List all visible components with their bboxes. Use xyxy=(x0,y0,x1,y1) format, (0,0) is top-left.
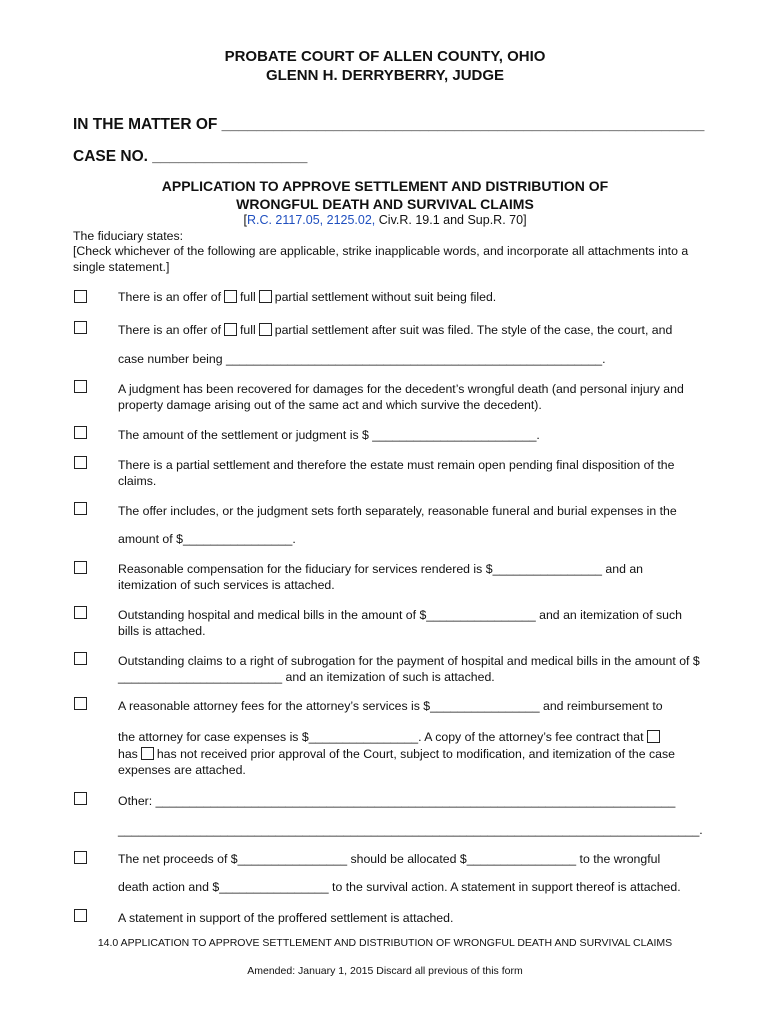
fee-contract-text xyxy=(118,746,703,778)
citation-rest: Civ.R. 19.1 and Sup.R. 70] xyxy=(375,213,527,227)
partial-label: partial settlement without suit being filed. xyxy=(274,290,497,304)
funeral-amount-field: amount of $________________. xyxy=(118,532,296,546)
judge-name: GLENN H. DERRYBERRY, JUDGE xyxy=(265,67,505,84)
case-number-field: case number being _______________________________________________________. xyxy=(118,352,606,366)
full-label: full xyxy=(240,290,256,304)
form-title-line1: APPLICATION TO APPROVE SETTLEMENT AND DISTRIBUTION OF xyxy=(161,178,609,194)
funeral-expenses-checkbox[interactable] xyxy=(74,502,87,515)
footer-form-title: 14.0 APPLICATION TO APPROVE SETTLEMENT AND DISTRIBUTION OF WRONGFUL DEATH AND SURVIVAL CLAIMS xyxy=(97,937,673,949)
court-name: PROBATE COURT OF ALLEN COUNTY, OHIO xyxy=(224,48,546,65)
has-not-label: has not received prior approval of the Court, subject to modification, and itemization of the case expenses are attached. xyxy=(118,747,675,777)
full-settlement-after-suit-checkbox[interactable] xyxy=(224,323,237,336)
judgment-checkbox[interactable] xyxy=(74,380,87,393)
fiduciary-compensation-text: Reasonable compensation for the fiduciary for services rendered is $________________ and an itemization of such services is attached. xyxy=(118,562,644,592)
offer-after-suit-checkbox[interactable] xyxy=(74,321,87,334)
footer-amended: Amended: January 1, 2015 Discard all previous of this form xyxy=(247,965,523,977)
offer-no-suit-checkbox[interactable] xyxy=(74,290,87,303)
full-settlement-checkbox[interactable] xyxy=(224,290,237,303)
citation-link-rc[interactable]: R.C. 2117.05 xyxy=(246,213,320,227)
attorney-expenses-text xyxy=(118,729,703,745)
offer-no-suit-label: There is an offer of xyxy=(118,290,221,304)
other-field-continued: _____________________________________________________________________________________. xyxy=(118,823,703,837)
net-proceeds-text: The net proceeds of $________________ should be allocated $________________ to the wrongful xyxy=(118,852,661,866)
subrogation-text: Outstanding claims to a right of subrogation for the payment of hospital and medical bills in the amount of $ ________________________ and an itemization of such is attached. xyxy=(118,654,700,684)
amount-text: The amount of the settlement or judgment is $ ________________________. xyxy=(118,428,540,442)
judgment-text: A judgment has been recovered for damages for the decedent’s wrongful death (and personal injury and property damage arising out of the same act and which survive the decedent). xyxy=(118,382,684,412)
funeral-expenses-text: The offer includes, or the judgment sets forth separately, reasonable funeral and burial expenses in the xyxy=(118,504,677,518)
net-proceeds-checkbox[interactable] xyxy=(74,851,87,864)
statement-support-text: A statement in support of the proffered settlement is attached. xyxy=(118,911,454,925)
intro-statement: The fiduciary states: xyxy=(73,229,184,243)
case-number-line: CASE NO. __________________ xyxy=(73,148,308,165)
survival-action-text: death action and $________________ to the survival action. A statement in support thereof is attached. xyxy=(118,880,681,894)
hospital-bills-text: Outstanding hospital and medical bills in the amount of $________________ and an itemization of such bills is attached. xyxy=(118,608,682,638)
offer-after-suit-text xyxy=(118,322,703,338)
citation-link-rc2[interactable]: 2125.02, xyxy=(326,213,376,227)
fee-contract-has-checkbox[interactable] xyxy=(647,730,660,743)
partial-after-suit-label: partial settlement after suit was filed. The style of the case, the court, and xyxy=(274,323,673,337)
matter-line: IN THE MATTER OF ________________________________________________________ xyxy=(73,116,705,133)
attorney-fees-text: A reasonable attorney fees for the attorney’s services is $________________ and reimbursement to xyxy=(118,699,663,713)
amount-checkbox[interactable] xyxy=(74,426,87,439)
partial-settlement-checkbox-main[interactable] xyxy=(74,456,87,469)
intro-instructions: [Check whichever of the following are applicable, strike inapplicable words, and incorporate all attachments into a single statement.] xyxy=(73,244,689,274)
fee-contract-has-not-checkbox[interactable] xyxy=(141,747,154,760)
subrogation-checkbox[interactable] xyxy=(74,652,87,665)
hospital-bills-checkbox[interactable] xyxy=(74,606,87,619)
partial-settlement-after-suit-checkbox[interactable] xyxy=(259,323,272,336)
fiduciary-compensation-checkbox[interactable] xyxy=(74,561,87,574)
has-label: has xyxy=(118,747,138,761)
form-title-line2: WRONGFUL DEATH AND SURVIVAL CLAIMS xyxy=(236,196,534,212)
attorney-fees-checkbox[interactable] xyxy=(74,697,87,710)
citation-open: [ xyxy=(243,213,247,227)
citation-sep: , xyxy=(319,213,327,227)
statement-support-checkbox[interactable] xyxy=(74,909,87,922)
offer-no-suit-text xyxy=(118,289,703,305)
attorney-expenses-label: the attorney for case expenses is $________________. A copy of the attorney’s fee contract that xyxy=(118,730,644,744)
other-checkbox[interactable] xyxy=(74,792,87,805)
full-after-suit-label: full xyxy=(240,323,256,337)
offer-after-suit-label: There is an offer of xyxy=(118,323,221,337)
other-field: Other: ____________________________________________________________________________ xyxy=(118,794,676,808)
statute-citation xyxy=(0,213,770,227)
partial-settlement-checkbox[interactable] xyxy=(259,290,272,303)
partial-settlement-text: There is a partial settlement and therefore the estate must remain open pending final disposition of the claims. xyxy=(118,458,675,488)
